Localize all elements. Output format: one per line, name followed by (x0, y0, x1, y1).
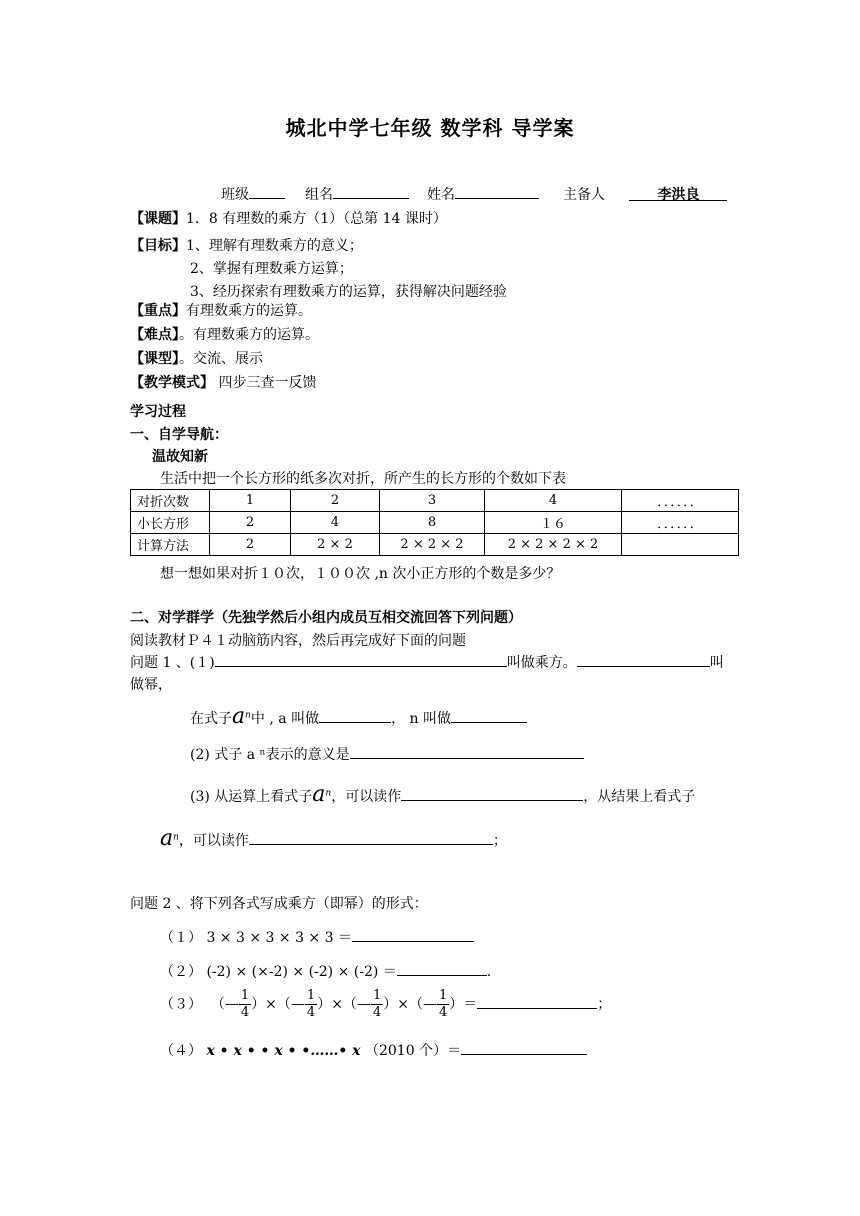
question1-3-prefix: (3) 从运算上看式子 (190, 789, 313, 805)
question1-b-line (190, 704, 527, 729)
question1-b-end: ， n 叫做 (391, 711, 451, 727)
name-field (427, 184, 539, 204)
question2-2-line (160, 961, 491, 981)
mode-text: 四步三查一反馈 (218, 375, 317, 391)
goals-label: 【目标】 (130, 238, 186, 254)
group-label: 组名 (305, 187, 333, 203)
difficulty-label: 【难点】 (130, 327, 179, 343)
lesson-type-row (130, 348, 263, 368)
section2-read: 阅读教材Ｐ４１动脑筋内容，然后再完成好下面的问题 (130, 633, 466, 649)
formula-n: n (245, 710, 251, 721)
name-blank[interactable] (455, 184, 539, 199)
table-cell: 2 × 2 (291, 534, 380, 556)
table-cell: 1 (210, 490, 291, 512)
table-cell: 8 (380, 512, 485, 534)
lesson-type-label: 【课型】 (130, 351, 179, 367)
fraction: $\frac{1}{4}$ (306, 988, 316, 1020)
question2-1-text: （１） 3 × 3 × 3 × 3 × 3 ＝ (160, 930, 352, 946)
formula-n: n (325, 788, 332, 799)
answer-blank[interactable] (350, 744, 584, 759)
key-point-row (130, 300, 312, 320)
table-cell (622, 534, 739, 556)
table-cell: ．．．．．． (622, 512, 739, 534)
formula-a: a (312, 782, 326, 807)
table-cell: 4 (485, 490, 622, 512)
question1-3-line (190, 782, 695, 807)
question1-2-line (190, 744, 584, 764)
formula-n: n (173, 832, 179, 843)
table-cell: 3 (380, 490, 485, 512)
table-cell: 2 (210, 512, 291, 534)
section1-title: 一、自学导航： (130, 427, 228, 443)
fraction: $\frac{1}{4}$ (372, 988, 382, 1020)
question2-3-line: （３） （— $\frac{1}{4}$ ）×（— $\frac{1}{4}$ ）×（— $\frac{1}{4}$ ）×（— $\frac{1}{4}$ ）＝ ； (160, 988, 612, 1020)
answer-blank[interactable] (461, 1040, 587, 1055)
question1-3-end: ，从结果上看式子 (583, 789, 696, 805)
table-row (131, 512, 739, 534)
group-field (305, 184, 409, 204)
answer-blank[interactable] (215, 652, 507, 667)
preparer-field (563, 184, 727, 204)
question1-line (130, 652, 724, 672)
class-label: 班级 (221, 187, 249, 203)
question1-prefix: 问题 1 、(１) (130, 655, 215, 671)
topic-row (130, 208, 447, 228)
question1-end: 叫 (709, 655, 724, 671)
folding-table (130, 489, 739, 556)
table-cell: 对折次数 (131, 490, 210, 512)
table-row (131, 534, 739, 556)
preparer-label: 主备人 (563, 187, 605, 203)
table-cell: １６ (485, 512, 622, 534)
answer-blank[interactable] (477, 994, 597, 1009)
class-field (221, 184, 285, 204)
group-blank[interactable] (333, 184, 409, 199)
question1-3-mid: ，可以读作 (331, 789, 402, 805)
mode-row (130, 372, 316, 392)
answer-blank[interactable] (401, 786, 583, 801)
topic-label: 【课题】 (130, 211, 186, 227)
question1-cont: 做幂， (130, 677, 172, 693)
question2-4-count: （2010 个）＝ (364, 1043, 462, 1059)
question1-3b-line (160, 826, 507, 851)
question1-3b-text: ，可以读作 (178, 833, 249, 849)
question2-3-end: ； (597, 996, 612, 1013)
question1-b-prefix: 在式子 (190, 711, 232, 727)
process-title: 学习过程 (130, 404, 186, 420)
table-cell: 小长方形 (131, 512, 210, 534)
think-question: 想一想如果对折１０次，１００次 ,n 次小正方形的个数是多少？ (160, 566, 561, 582)
question2-1-line (160, 927, 474, 947)
answer-blank[interactable] (319, 708, 391, 723)
lesson-type-text: 。交流、展示 (179, 351, 263, 367)
goal-item: 3、经历探索有理数乘方的运算，获得解决问题经验 (190, 284, 507, 300)
question1-2-text: (2) 式子 a ⁿ表示的意义是 (190, 747, 350, 763)
question1-3b-end: ； (492, 833, 507, 849)
table-cell: 2 × 2 × 2 (380, 534, 485, 556)
answer-blank[interactable] (397, 961, 487, 976)
goal-item: 2、掌握有理数乘方运算； (190, 261, 353, 277)
table-cell: 计算方法 (131, 534, 210, 556)
question2-3-label: （３） (160, 996, 202, 1013)
formula-a: a (232, 704, 246, 729)
question2-4-expr: x • x • • x • •……• x (206, 1043, 361, 1059)
table-cell: 2 (210, 534, 291, 556)
question2-4-label: （４） (160, 1043, 202, 1059)
table-cell: 4 (291, 512, 380, 534)
section1-intro: 生活中把一个长方形的纸多次对折，所产生的长方形的个数如下表 (160, 471, 566, 487)
mode-label: 【教学模式】 (130, 375, 214, 391)
topic-text: 1．8 有理数的乘方（1）（总第 14 课时） (186, 211, 447, 227)
class-blank[interactable] (249, 184, 285, 199)
question1-mid: 叫做乘方。 (506, 655, 577, 671)
answer-blank[interactable] (451, 708, 527, 723)
difficulty-text: 。有理数乘方的运算。 (179, 327, 319, 343)
question2-title: 问题 2 、将下列各式写成乘方（即幂）的形式： (130, 896, 428, 912)
answer-blank[interactable] (577, 652, 710, 667)
question2-2-text: （２） (-2) × (×-2) × (-2) × (-2) ＝ (160, 964, 397, 980)
name-label: 姓名 (427, 187, 455, 203)
answer-blank[interactable] (352, 927, 474, 942)
goals-row (130, 235, 363, 255)
section2-title: 二、对学群学（先独学然后小组内成员互相交流回答下列问题） (130, 610, 522, 626)
section1-subtitle: 温故知新 (152, 449, 208, 465)
formula-a: a (160, 826, 174, 851)
table-cell: 2 (291, 490, 380, 512)
question2-4-line (160, 1040, 587, 1060)
preparer-name: 李洪良 (629, 184, 727, 201)
question1-b-mid: 中 , a 叫做 (250, 711, 320, 727)
page-title: 城北中学七年级 数学科 导学案 (285, 116, 575, 140)
answer-blank[interactable] (249, 830, 493, 845)
fraction: $\frac{1}{4}$ (438, 988, 448, 1020)
question2-2-end: . (486, 964, 492, 980)
table-row (131, 490, 739, 512)
key-point-label: 【重点】 (130, 303, 186, 319)
key-point-text: 有理数乘方的运算。 (186, 303, 312, 319)
fraction: $\frac{1}{4}$ (240, 988, 250, 1020)
goal-item: 1、理解有理数乘方的意义； (186, 238, 363, 254)
table-cell: 2 × 2 × 2 × 2 (485, 534, 622, 556)
difficulty-row (130, 324, 319, 344)
table-cell: ．．．．．． (622, 490, 739, 512)
